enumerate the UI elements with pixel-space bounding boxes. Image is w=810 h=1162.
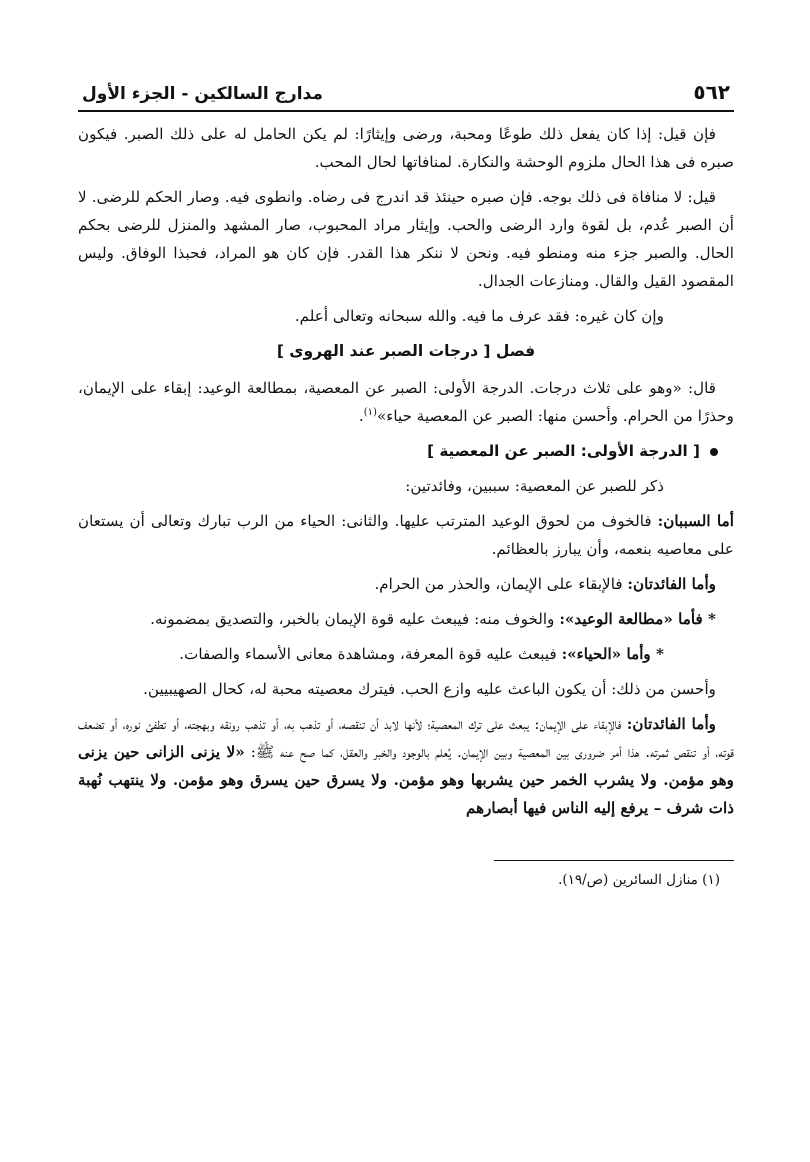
subsection-heading bbox=[78, 437, 734, 465]
paragraph-modesty bbox=[78, 640, 734, 668]
faith-text: فالإبقاء على الإيمان: يبعث على ترك المعصية؛ لأنها لابد أن تنقصه، أو تذهب به، أو تذهب رونقه وبهجته، أو تطفئ نوره، أو تضعف قوته، أو تنقص ثمرته. هذا أمر ضرورى بين المعصية وبين الإيمان. يُعلم بالوجود والخبر والعقل، كما صح عنه ﷺ: bbox=[78, 715, 734, 761]
paragraph-quote bbox=[78, 374, 734, 430]
footnote-divider bbox=[494, 860, 734, 861]
modesty-label: * وأما «الحياء»: bbox=[561, 645, 664, 663]
threat-label: * فأما «مطالعة الوعيد»: bbox=[559, 610, 716, 628]
bullet-icon bbox=[710, 448, 718, 456]
paragraph-benefits bbox=[78, 570, 734, 598]
paragraph-causes-intro: ذكر للصبر عن المعصية: سببين، وفائدتين: bbox=[405, 477, 664, 495]
paragraph-conclusion: وإن كان غيره: فقد عرف ما فيه. والله سبحانه وتعالى أعلم. bbox=[294, 307, 664, 325]
paragraph-love: وأحسن من ذلك: أن يكون الباعث عليه وازع الحب. فيترك معصيته محبة له، كحال الصهيبيين. bbox=[143, 680, 716, 698]
causes-label: أما السببان: bbox=[657, 512, 734, 530]
hadith-text: «لا يزنى الزانى حين يزنى وهو مؤمن. ولا يشرب الخمر حين يشربها وهو مؤمن. ولا يسرق حين يسرق وهو مؤمن. ولا ينتهب نُهبة ذات شرف – يرفع إليه الناس فيها أبصارهم bbox=[78, 743, 734, 817]
paragraph-faith bbox=[78, 710, 734, 822]
running-header bbox=[78, 70, 734, 112]
paragraph-threat bbox=[78, 605, 734, 633]
footnote: (١) منازل السائرين (ص/١٩). bbox=[558, 872, 720, 888]
paragraph-reply: قيل: لا منافاة فى ذلك بوجه. فإن صبره حينئذ قد اندرج فى رضاه. وانطوى فيه. وصار الحكم للرضى. لا أن الصبر عُدم، بل لقوة وارد الرضى والحب. وإيثار مراد المحبوب، صار المشهد والمنزل للرضى بحكم الحال. والصبر جزء منه ومنطو فيه. ونحن لا ننكر هذا القدر. فإن كان هو المراد، فحبذا الوفاق. وليس المقصود القيل والقال. ومنازعات الجدال. bbox=[78, 188, 734, 290]
faith-label: وأما الفائدتان: bbox=[626, 715, 716, 733]
footnote-marker: (١) bbox=[363, 406, 377, 418]
running-title: مدارج السالكين - الجزء الأول bbox=[82, 84, 323, 104]
threat-text: والخوف منه: فيبعث عليه قوة الإيمان بالخبر، والتصديق بمضمونه. bbox=[150, 610, 560, 628]
benefits-text: فالإبقاء على الإيمان، والحذر من الحرام. bbox=[374, 575, 628, 593]
causes-text: فالخوف من لحوق الوعيد المترتب عليها. والثانى: الحياء من الرب تبارك وتعالى أن يستعان على معاصيه بنعمه، وأن يبارز بالعظائم. bbox=[78, 512, 734, 558]
body-text bbox=[78, 112, 734, 822]
quote-text: قال: «وهو على ثلاث درجات. الدرجة الأولى: الصبر عن المعصية، بمطالعة الوعيد: إبقاء على الإيمان، وحذرًا من الحرام. وأحسن منها: الصبر عن المعصية حياء» bbox=[78, 379, 734, 425]
section-heading: فصل [ درجات الصبر عند الهروى ] bbox=[276, 342, 536, 360]
paragraph-objection: فإن قيل: إذا كان يفعل ذلك طوعًا ومحبة، ورضى وإيثارًا: لم يكن الحامل له على ذلك الصبر. فيكون صبره فى هذا الحال ملزوم الوحشة والنكارة. لمنافاتها لحال المحب. bbox=[78, 125, 734, 171]
subsection-heading-text: [ الدرجة الأولى: الصبر عن المعصية ] bbox=[427, 442, 700, 460]
page-number: ٥٦٢ bbox=[693, 80, 730, 104]
modesty-text: فيبعث عليه قوة المعرفة، ومشاهدة معانى الأسماء والصفات. bbox=[179, 645, 562, 663]
paragraph-causes bbox=[78, 507, 734, 563]
quote-end: . bbox=[358, 407, 364, 425]
book-page bbox=[78, 70, 734, 891]
benefits-label: وأما الفائدتان: bbox=[627, 575, 716, 593]
